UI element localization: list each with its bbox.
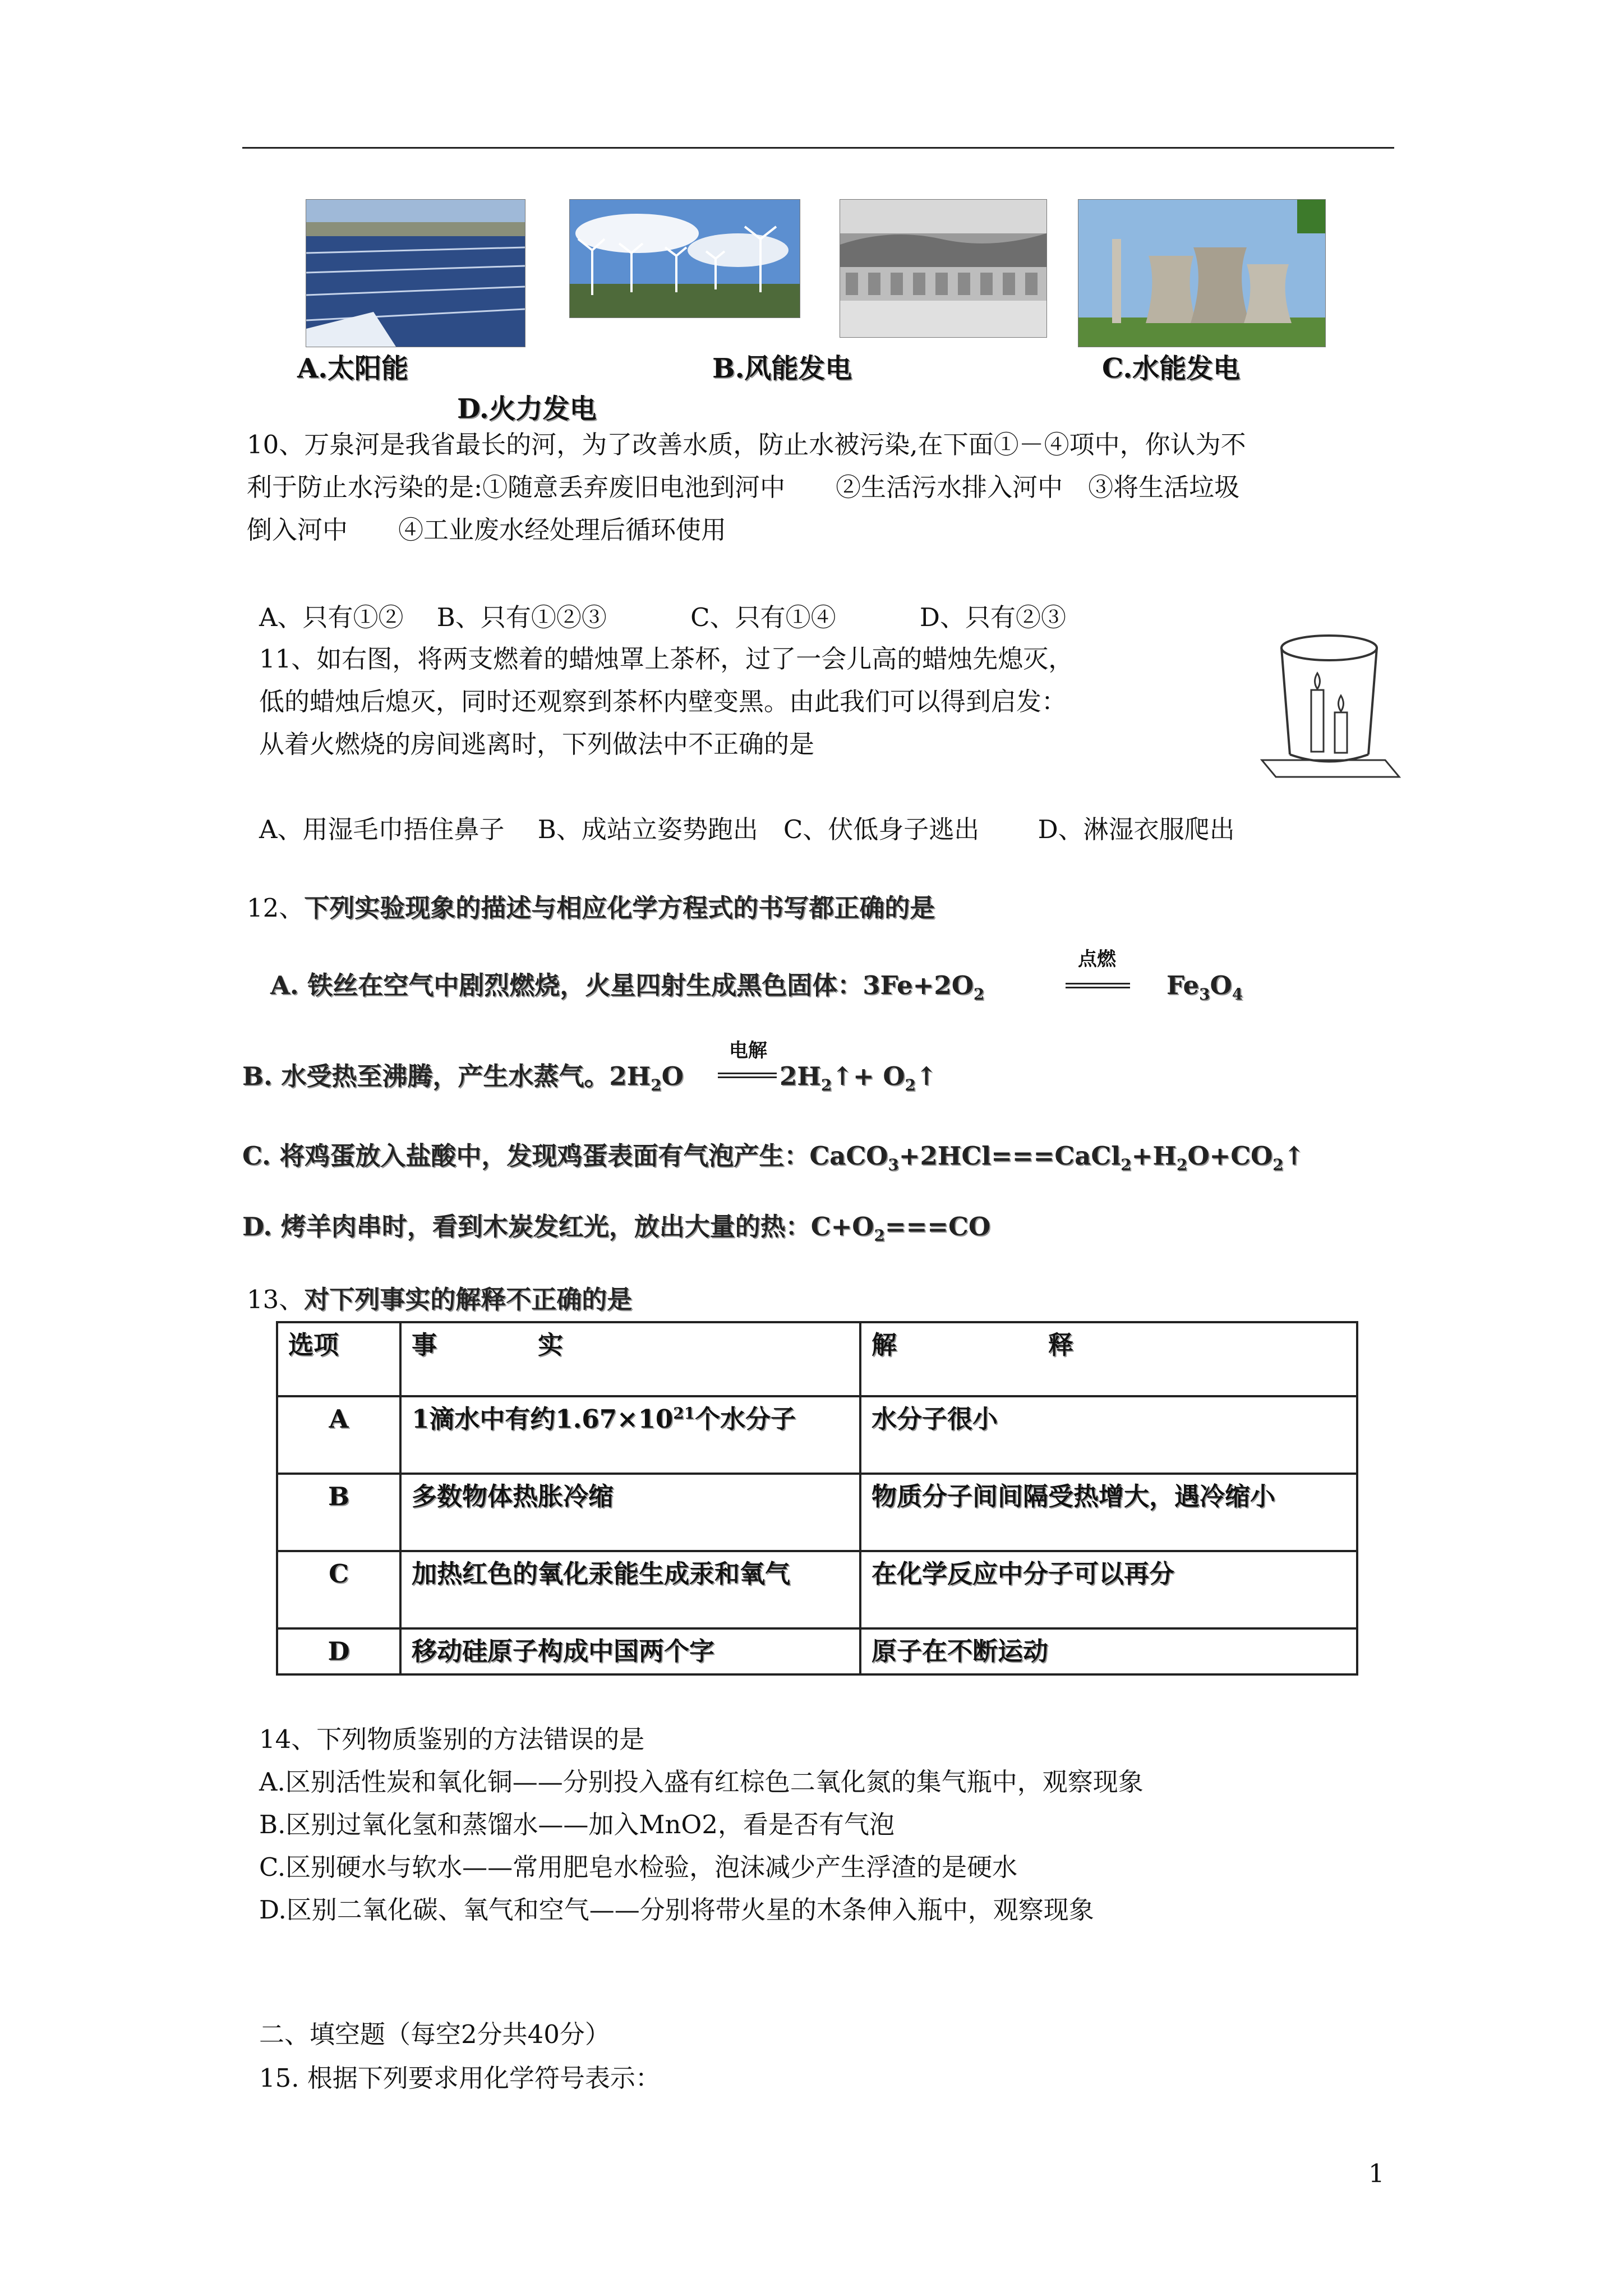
q12-b-equals (718, 1073, 777, 1078)
q10-line-3: 倒入河中 ④工业废水经处理后循环使用 (247, 515, 727, 545)
header-option: 选项 (277, 1322, 400, 1396)
q12-option-a: A. 铁丝在空气中剧烈燃烧，火星四射生成黑色固体：$3Fe+2O_2$ (270, 970, 985, 1004)
header-rule (242, 147, 1394, 149)
q10-options: A、只有①② B、只有①②③ C、只有①④ D、只有②③ (259, 602, 1066, 632)
q11-line-1: 11、如右图，将两支燃着的蜡烛罩上茶杯，过了一会儿高的蜡烛先熄灭， (259, 644, 1074, 674)
q15-stem: 15. 根据下列要求用化学符号表示： (259, 2063, 661, 2093)
row-fact: 多数物体热胀冷缩 (400, 1474, 860, 1551)
q14-option-c: C.区别硬水与软水——常用肥皂水检验，泡沫减少产生浮渣的是硬水 (259, 1852, 1018, 1882)
solar-panels-photo (306, 199, 525, 347)
row-option: A (277, 1396, 400, 1474)
q14-option-b: B.区别过氧化氢和蒸馏水——加入MnO2，看是否有气泡 (259, 1810, 895, 1839)
q12-a-equals (1066, 983, 1130, 988)
table-row (277, 1474, 1357, 1551)
table-header-row (277, 1322, 1357, 1396)
q13-stem: 13、对下列事实的解释不正确的是 (247, 1285, 633, 1314)
caption-hydro: C.水能发电 (1102, 353, 1241, 384)
page-number: 1 (1368, 2159, 1385, 2188)
q12-option-d: D. 烤羊肉串时，看到木炭发红光，放出大量的热：$C+O_2===CO$ (242, 1212, 991, 1245)
row-option: B (277, 1474, 400, 1551)
q12-stem: 12、下列实验现象的描述与相应化学方程式的书写都正确的是 (247, 893, 935, 923)
q11-line-3: 从着火燃烧的房间逃离时，下列做法中不正确的是 (259, 729, 815, 759)
q13-table (276, 1321, 1358, 1676)
row-explanation: 原子在不断运动 (860, 1628, 1357, 1674)
q12-option-c: C. 将鸡蛋放入盐酸中，发现鸡蛋表面有气泡产生：$CaCO_3+2HCl===CaCl_2+H_2O+CO_2↑$ (242, 1141, 1305, 1174)
q12-option-b: B. 水受热至沸腾，产生水蒸气。$2H_2O$ (242, 1061, 684, 1094)
row-fact: 加热红色的氧化汞能生成汞和氧气 (400, 1551, 860, 1628)
q10-line-1: 10、万泉河是我省最长的河，为了改善水质，防止水被污染,在下面①－④项中，你认为不 (247, 430, 1246, 459)
caption-solar: A.太阳能 (297, 353, 408, 384)
q14-stem: 14、下列物质鉴别的方法错误的是 (259, 1724, 645, 1754)
q12-a-product: $Fe_3O_4$ (1166, 970, 1243, 1004)
table-row (277, 1396, 1357, 1474)
q12-b-products: $2H_2↑+$ $O_2↑$ (780, 1061, 937, 1094)
hydro-dam-photo (840, 199, 1047, 338)
row-explanation: 在化学反应中分子可以再分 (860, 1551, 1357, 1628)
q10-line-2: 利于防止水污染的是:①随意丢弃废旧电池到河中 ②生活污水排入河中 ③将生活垃圾 (247, 472, 1240, 502)
q11-options: A、用湿毛巾捂住鼻子 B、成站立姿势跑出 C、伏低身子逃出 D、淋湿衣服爬出 (259, 815, 1235, 844)
caption-wind: B.风能发电 (712, 353, 852, 384)
row-fact: 1滴水中有约$1.67\times 10^{21}$个水分子 (400, 1396, 860, 1474)
row-option: C (277, 1551, 400, 1628)
q14-option-d: D.区别二氧化碳、氧气和空气——分别将带火星的木条伸入瓶中，观察现象 (259, 1895, 1094, 1925)
row-option: D (277, 1628, 400, 1674)
caption-thermal: D.火力发电 (457, 393, 597, 425)
q14-option-a: A.区别活性炭和氧化铜——分别投入盛有红棕色二氧化氮的集气瓶中，观察现象 (259, 1767, 1144, 1797)
header-explanation: 解 释 (860, 1322, 1357, 1396)
table-row (277, 1551, 1357, 1628)
wind-turbines-photo (569, 199, 800, 318)
q11-line-2: 低的蜡烛后熄灭，同时还观察到茶杯内壁变黑。由此我们可以得到启发： (259, 687, 1067, 716)
row-explanation: 物质分子间间隔受热增大，遇冷缩小 (860, 1474, 1357, 1551)
row-fact: 移动硅原子构成中国两个字 (400, 1628, 860, 1674)
candles-under-cup-diagram (1256, 628, 1402, 780)
section-2-title: 二、填空题（每空2分共40分） (259, 2019, 610, 2049)
row-explanation: 水分子很小 (860, 1396, 1357, 1474)
cooling-towers-photo (1078, 199, 1326, 347)
q12-a-condition: 点燃 (1078, 948, 1116, 970)
table-row (277, 1628, 1357, 1674)
header-fact: 事 实 (400, 1322, 860, 1396)
q12-b-condition: 电解 (729, 1039, 767, 1062)
